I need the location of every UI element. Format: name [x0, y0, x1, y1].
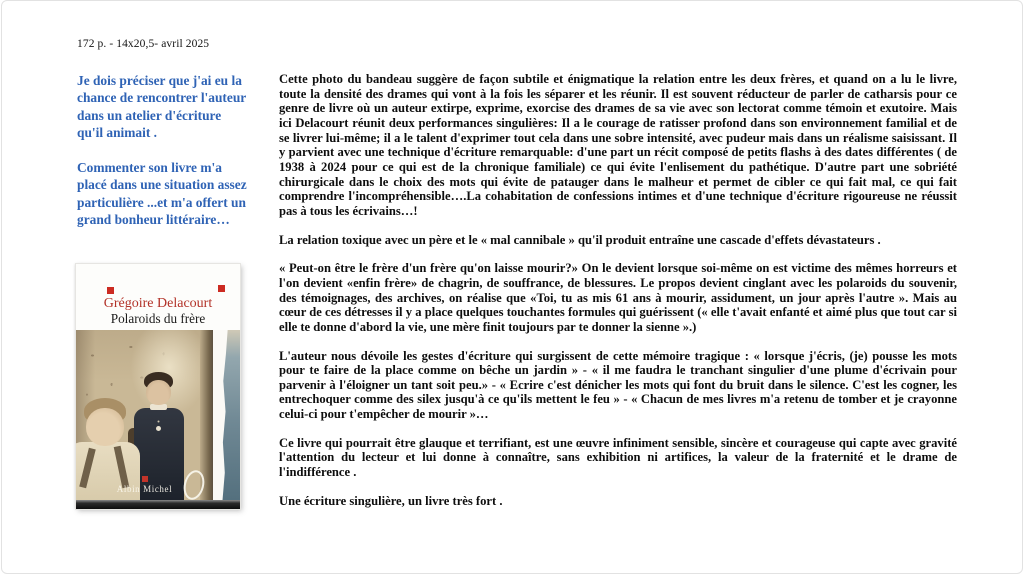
review-paragraph: Une écriture singulière, un livre très fort . [279, 493, 503, 508]
review-paragraph: La relation toxique avec un père et le « mal cannibale » qu'il produit entraîne une cascade d'effets dévastateurs . [279, 232, 881, 247]
book-cover [76, 264, 240, 509]
review-paragraph: Cette photo du bandeau suggère de façon subtile et énigmatique la relation entre les deux frères, et quand on a lu le livre, toute la densité des drames qui vont à la fois les séparer et les réunir. Il est souvent réducteur de parler de catharsis pour ce genre de livre où un auteur extirpe, exprime, exorcise des drames de sa vie avec son lectorat comme témoin et exutoire. Mais ici Delacourt réunit deux performances singulières: Il a le courage de ratisser profond dans son environnement familial et de se livrer lui-même; il a le talent d'exprimer tout cela dans une sobre intensité, avec pudeur mais dans un réalisme saisissant. Il y parvient avec une technique d'écriture remarquable: d'une part un récit composé de petits flashs à des dates différentes ( de 1938 à 2024 pour ce qui est de la chronique familiale) ce qui évite l'enlisement du pathétique. D'autre part une sobriété chirurgicale dans le choix des mots qui évite de patauger dans le malheur et permet de cibler ce qui fait mal, ce qui fait comprendre l'incompréhensible….La cohabitation de confessions intimes et d'une technique d'écriture rigoureuse ne réussit pas à tous les écrivains…! [279, 72, 957, 218]
book-author: Grégoire Delacourt [103, 296, 213, 311]
photo-older-brother-face [146, 380, 171, 405]
reviewer-note-paragraph: Je dois préciser que j'ai eu la chance de rencontrer l'auteur dans un atelier d'écriture qu'il animait . [77, 73, 246, 141]
publisher-red-square-icon [142, 476, 148, 482]
red-square-icon [218, 285, 225, 292]
document-page [1, 0, 1023, 574]
reviewer-note-paragraph: Commenter son livre m'a placé dans une situation assez particulière ...et m'a offert un grand bonheur littéraire… [77, 159, 247, 227]
review-text [279, 72, 957, 522]
publisher-block [76, 476, 213, 494]
reviewer-note [77, 72, 247, 245]
red-square-icon [107, 287, 114, 294]
photo-younger-brother-face [86, 408, 124, 446]
review-paragraph: « Peut-on être le frère d'un frère qu'on laisse mourir?» On le devient lorsque soi-même on est victime des mêmes horreurs et l'on devient «enfin frère» de chagrin, de souffrance, de blessures. Le propos devient cinglant avec les polaroids du souvenir, des témoignages, des archives, on réalise que «Toi, tu as mis 61 ans à mourir, assidument, un jour après l'autre ». Mais au cœur de ces détresses il y a place quelques touchantes formules qui guérissent (« elle t'avait enfanté et aimé plus que tout car si elle te donne d'abord la vie, une mère finit toujours par te donner la sienne ».) [279, 261, 957, 334]
book-meta-line: 172 p. - 14x20,5- avril 2025 [77, 38, 210, 50]
book-cover-header [76, 264, 240, 330]
review-paragraph: L'auteur nous dévoile les gestes d'écriture qui surgissent de cette mémoire tragique : « lorsque j'écris, (je) pousse les mots pour te faire de la place comme on bêche un jardin » - « il me faudra le tranchant singulier d'une plume d'écrivain pour parvenir à l'éloigner un tant soit peu.» - « Ecrire c'est dénicher les mots qui font du bruit dans le silence. C'est les cogner, les entrechoquer comme des silex jusqu'à ce qu'ils mettent le feu » - « Chacun de mes livres m'a retenu de tomber et je crayonne celui-ci pour t'empêcher de mourir »… [279, 348, 957, 422]
book-bottom-edge [76, 500, 240, 509]
book-title: Polaroids du frère [110, 311, 206, 327]
review-paragraph: Ce livre qui pourrait être glauque et terrifiant, est une œuvre infiniment sensible, sincère et courageuse qui capte avec gravité l'attention du lecteur et lui donne à connaître, sans exhibition ni artifices, la valeur de la fraternité et le drame de l'indifférence . [279, 435, 957, 480]
photo-medal [156, 426, 161, 431]
book-cover-photo [76, 330, 240, 500]
publisher-name: Albin Michel [116, 484, 173, 494]
